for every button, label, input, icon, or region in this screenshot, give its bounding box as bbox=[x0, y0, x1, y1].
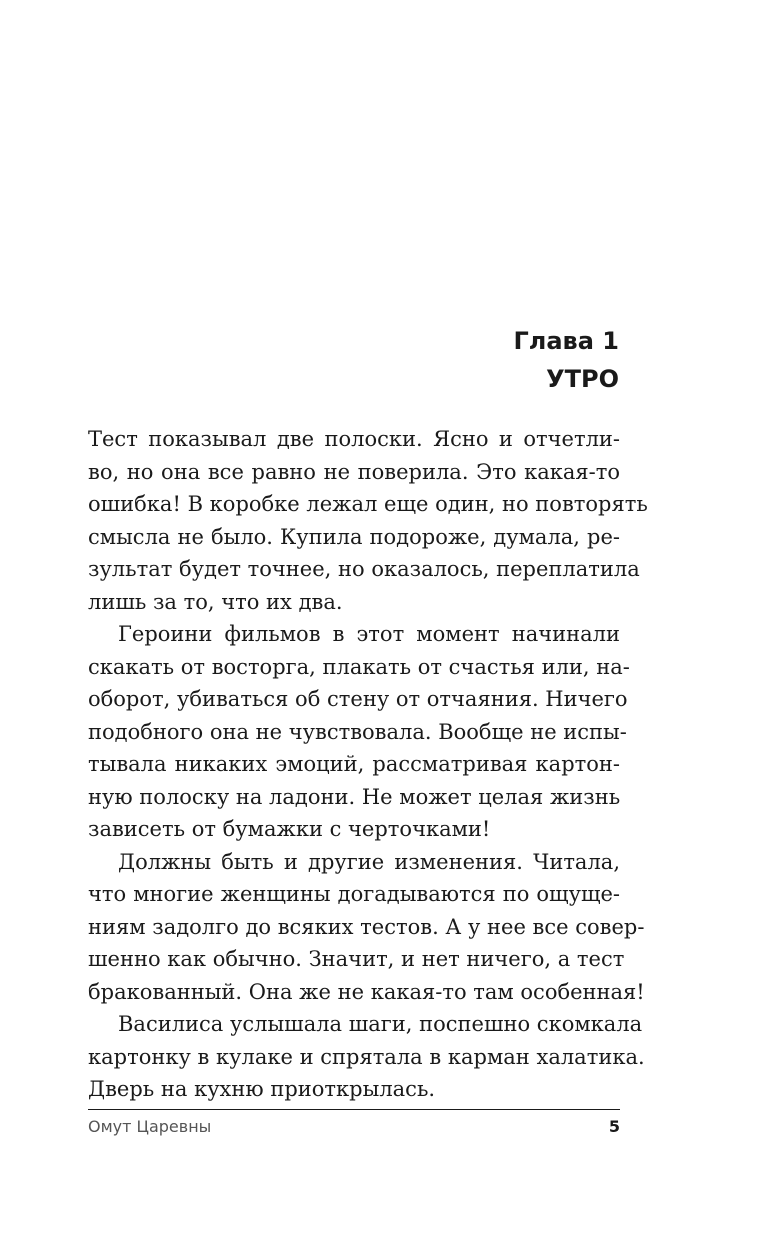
text-line: смысла не было. Купила подороже, думала, ре- bbox=[88, 524, 620, 549]
footer-divider bbox=[88, 1109, 620, 1110]
text-line: скакать от восторга, плакать от счастья или, на- bbox=[88, 654, 630, 679]
text-line: во, но она все равно не поверила. Это какая-то bbox=[88, 459, 620, 484]
running-footer-title: Омут Царевны bbox=[88, 1117, 212, 1136]
text-line: подобного она не чувствовала. Вообще не испы- bbox=[88, 719, 627, 744]
text-line: картонку в кулаке и спрятала в карман халатика. bbox=[88, 1044, 645, 1069]
body-text bbox=[88, 423, 648, 1106]
text-line: ную полоску на ладони. Не может целая жизнь bbox=[88, 784, 621, 809]
text-line: ошибка! В коробке лежал еще один, но повторять bbox=[88, 492, 648, 516]
text-line: Василиса услышала шаги, поспешно скомкала bbox=[118, 1012, 643, 1036]
page-number: 5 bbox=[608, 1117, 620, 1136]
text-line: зависеть от бумажки с черточками! bbox=[88, 817, 491, 841]
text-line: Тест показывал две полоски. Ясно и отчетли- bbox=[88, 427, 620, 451]
text-line: ниям задолго до всяких тестов. А у нее все совер- bbox=[88, 914, 645, 939]
text-line: зультат будет точнее, но оказалось, переплатила bbox=[88, 557, 640, 581]
chapter-number: Глава 1 bbox=[513, 327, 619, 355]
chapter-heading bbox=[513, 322, 619, 398]
text-line: Дверь на кухню приоткрылась. bbox=[88, 1077, 436, 1101]
text-line: что многие женщины догадываются по ощуще- bbox=[88, 882, 620, 906]
text-line: шенно как обычно. Значит, и нет ничего, а тест bbox=[88, 947, 625, 971]
text-line: бракованный. Она же не какая-то там особенная! bbox=[88, 979, 645, 1004]
text-line: лишь за то, что их два. bbox=[88, 589, 343, 614]
text-line: тывала никаких эмоций, рассматривая картон- bbox=[88, 752, 620, 776]
text-line: оборот, убиваться об стену от отчаяния. Ничего bbox=[88, 687, 628, 711]
text-line: Должны быть и другие изменения. Читала, bbox=[118, 849, 620, 874]
chapter-title: УТРО bbox=[546, 365, 619, 393]
text-line: Героини фильмов в этот момент начинали bbox=[118, 622, 620, 646]
